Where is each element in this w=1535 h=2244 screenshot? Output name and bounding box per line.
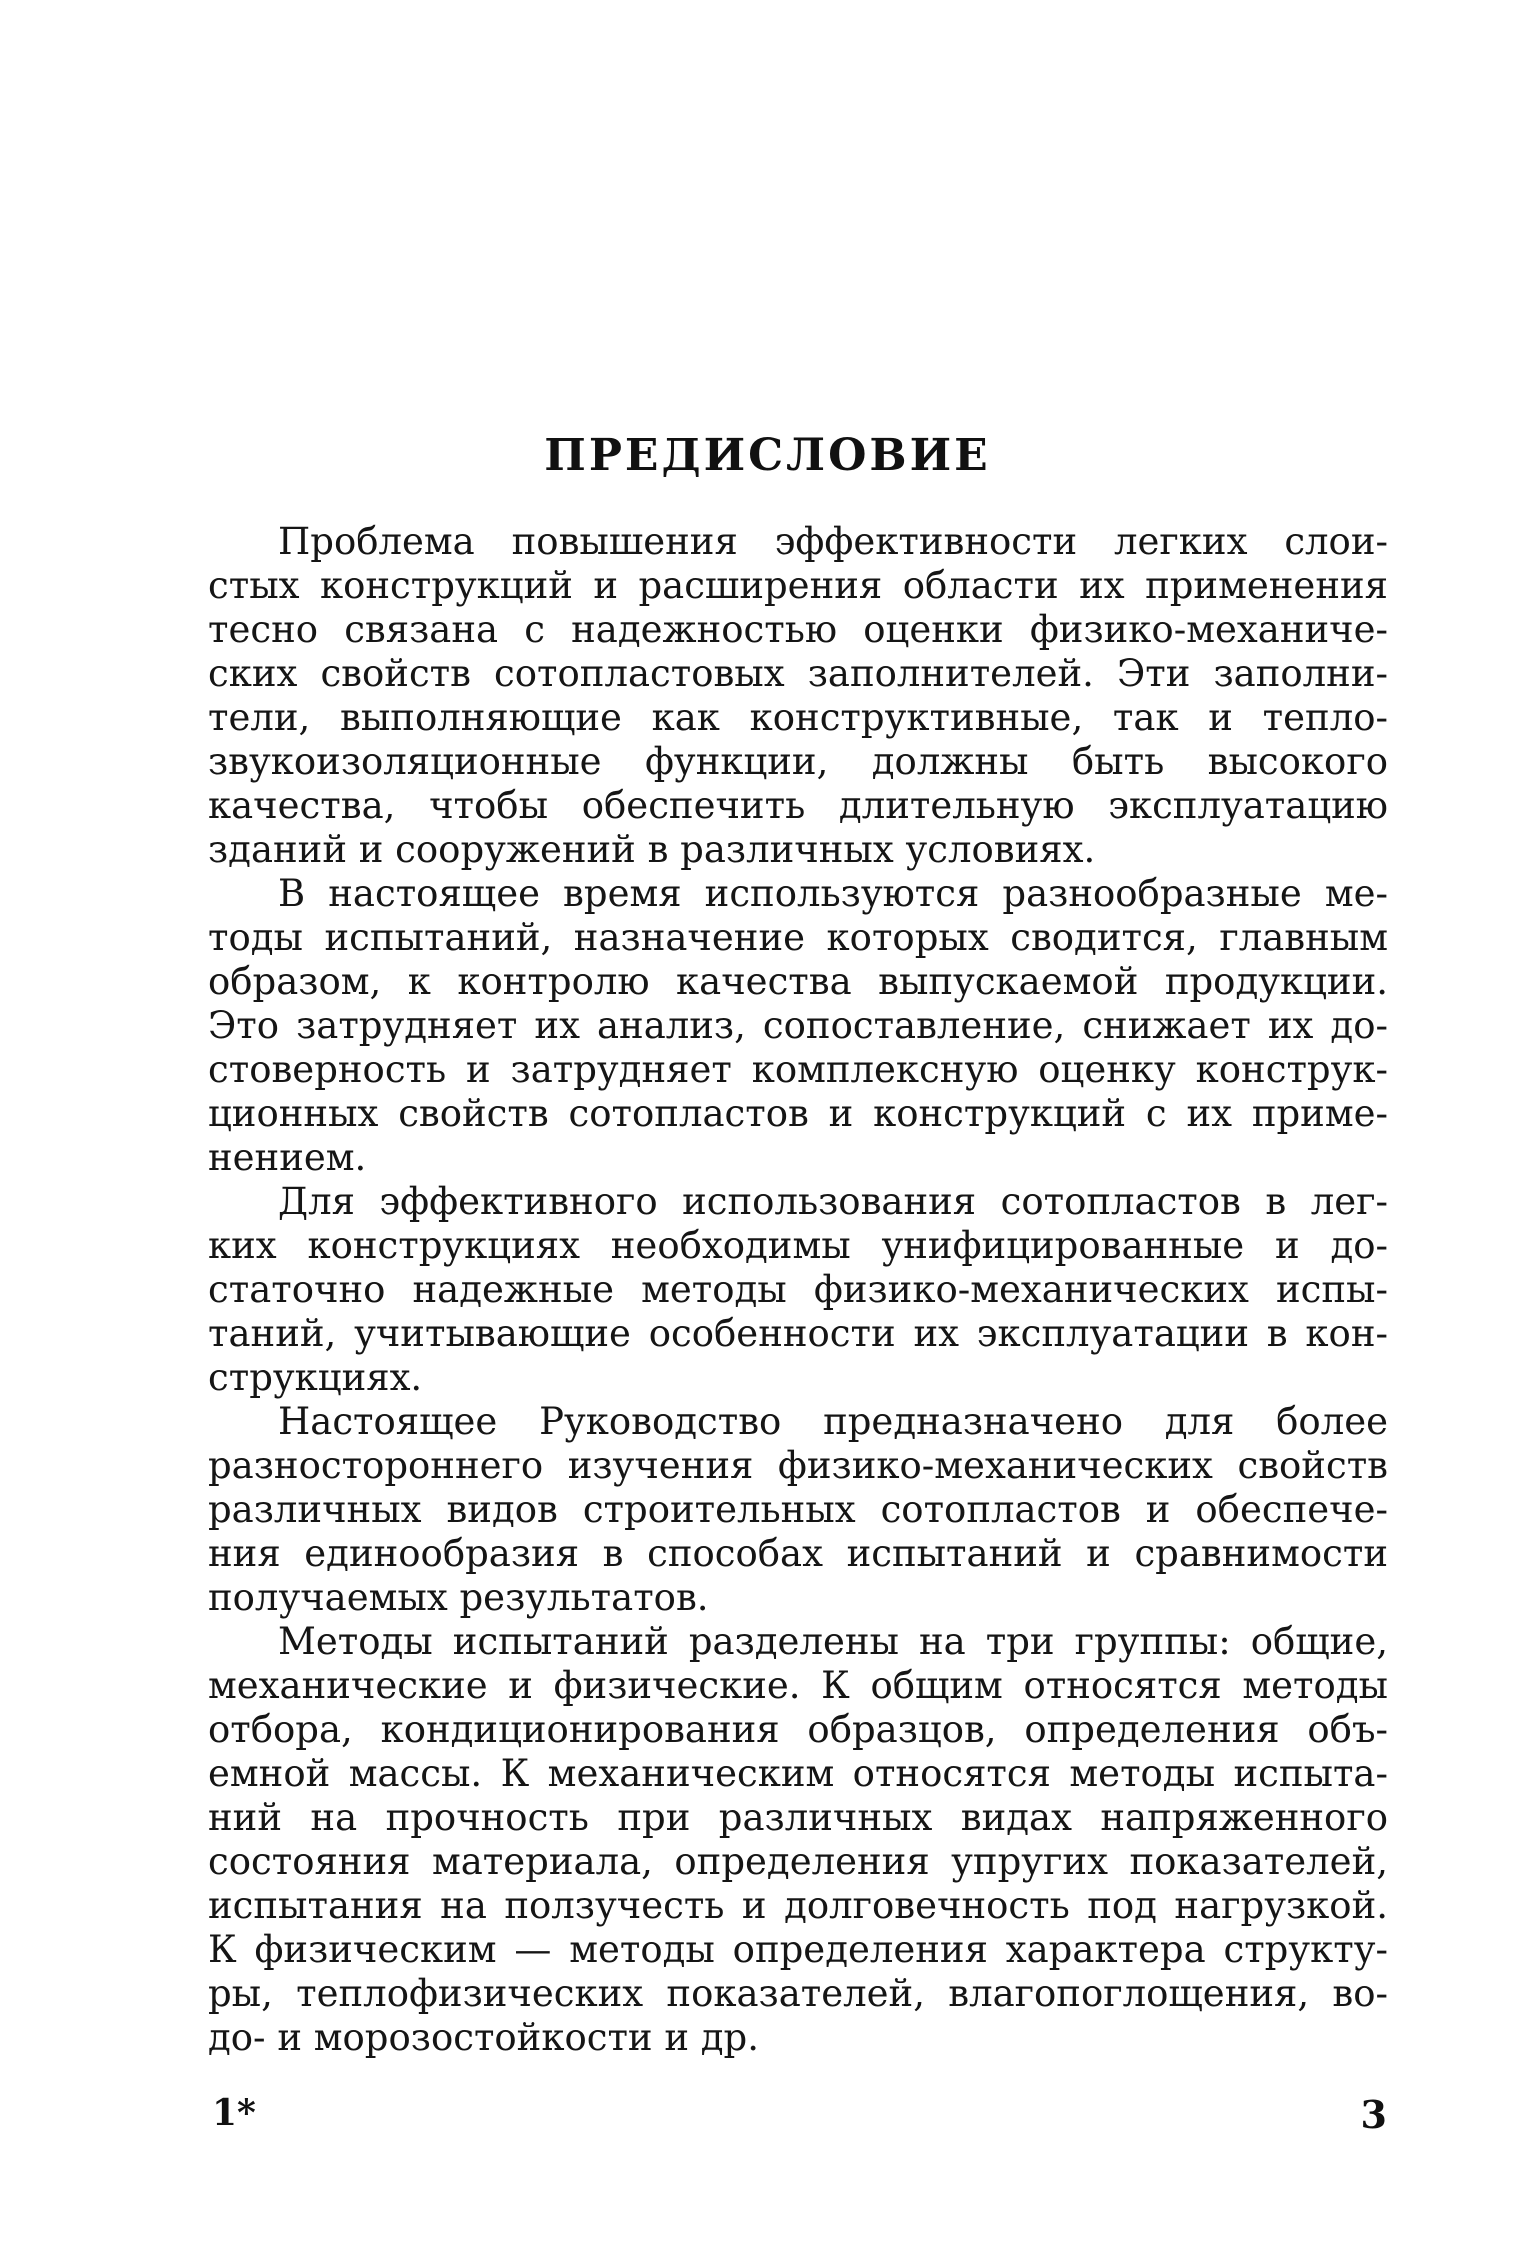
text-line: емной массы. К механическим относятся методы испыта- [208, 1752, 1388, 1795]
text-line: ры, теплофизических показателей, влагопоглощения, во- [208, 1972, 1388, 2015]
text-line: стоверность и затрудняет комплексную оценку конструк- [208, 1048, 1388, 1091]
page-number: 3 [1360, 2092, 1387, 2137]
text-line: таний, учитывающие особенности их эксплуатации в кон- [208, 1312, 1388, 1355]
text-line: ний на прочность при различных видах напряженного [208, 1796, 1388, 1839]
text-line: нением. [208, 1136, 367, 1179]
text-line: тоды испытаний, назначение которых сводится, главным [208, 916, 1388, 959]
text-line: ских свойств сотопластовых заполнителей. Эти заполни- [208, 652, 1388, 695]
text-line: до- и морозостойкости и др. [208, 2016, 760, 2059]
text-line: ционных свойств сотопластов и конструкций с их приме- [208, 1092, 1388, 1135]
paragraph-4 [208, 1400, 1388, 1620]
text-line: Методы испытаний разделены на три группы: общие, [278, 1620, 1388, 1663]
text-line: стых конструкций и расширения области их применения [208, 564, 1388, 607]
paragraph-1 [208, 520, 1388, 872]
text-line: получаемых результатов. [208, 1576, 709, 1619]
text-line: состояния материала, определения упругих показателей, [208, 1840, 1388, 1883]
text-line: качества, чтобы обеспечить длительную эксплуатацию [208, 784, 1388, 827]
text-line: К физическим — методы определения характера структу- [208, 1928, 1388, 1971]
signature-mark: 1* [212, 2092, 256, 2134]
text-line: тели, выполняющие как конструктивные, так и тепло- [208, 696, 1388, 739]
text-line: В настоящее время используются разнообразные ме- [278, 872, 1388, 915]
body-text [208, 520, 1388, 2060]
paragraph-2 [208, 872, 1388, 1180]
text-line: звукоизоляционные функции, должны быть высокого [208, 740, 1388, 783]
text-line: испытания на ползучесть и долговечность под нагрузкой. [208, 1884, 1388, 1927]
text-line: Настоящее Руководство предназначено для более [278, 1400, 1388, 1443]
text-line: статочно надежные методы физико-механических испы- [208, 1268, 1388, 1311]
text-line: механические и физические. К общим относятся методы [208, 1664, 1388, 1707]
text-line: Для эффективного использования сотопластов в лег- [278, 1180, 1388, 1223]
text-line: Это затрудняет их анализ, сопоставление, снижает их до- [208, 1004, 1388, 1047]
text-line: образом, к контролю качества выпускаемой продукции. [208, 960, 1388, 1003]
text-line: Проблема повышения эффективности легких слои- [278, 520, 1388, 563]
text-line: струкциях. [208, 1356, 423, 1399]
text-line: отбора, кондиционирования образцов, определения объ- [208, 1708, 1388, 1751]
text-line: ния единообразия в способах испытаний и сравнимости [208, 1532, 1388, 1575]
paragraph-3 [208, 1180, 1388, 1400]
text-line: различных видов строительных сотопластов и обеспече- [208, 1488, 1388, 1531]
page-title: ПРЕДИСЛОВИЕ [544, 430, 991, 481]
text-line: разностороннего изучения физико-механических свойств [208, 1444, 1388, 1487]
text-line: тесно связана с надежностью оценки физико-механиче- [208, 608, 1388, 651]
paragraph-5 [208, 1620, 1388, 2060]
text-line: ких конструкциях необходимы унифицированные и до- [208, 1224, 1388, 1267]
text-line: зданий и сооружений в различных условиях. [208, 828, 1096, 871]
